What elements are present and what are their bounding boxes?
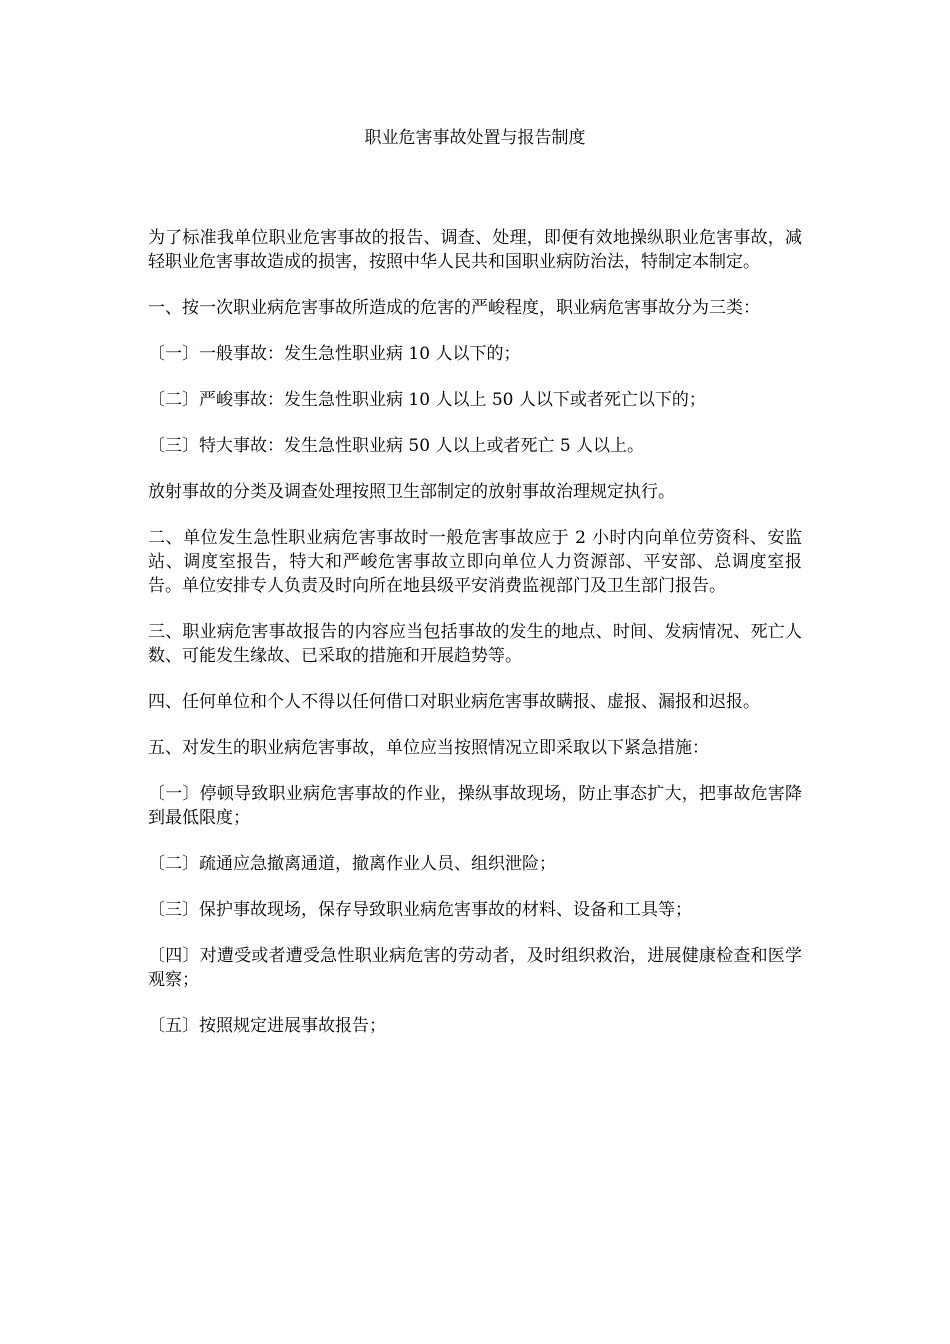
paragraph-radiation-note: 放射事故的分类及调查处理按照卫生部制定的放射事故治理规定执行。 [148,482,675,502]
paragraph-item-5-5: 〔五〕按照规定进展事故报告； [148,1016,386,1036]
document-body [148,226,802,1060]
paragraph-section-3: 三、职业病危害事故报告的内容应当包括事故的发生的地点、时间、发病情况、死亡人数、可能发生缘故、已采取的措施和开展趋势等。 [148,622,802,666]
paragraph-item-5-1: 〔一〕停顿导致职业病危害事故的作业，操纵事故现场，防止事态扩大，把事故危害降到最低限度； [148,784,802,828]
paragraph-section-5: 五、对发生的职业病危害事故，单位应当按照情况立即采取以下紧急措施： [148,738,709,758]
document-title: 职业危害事故处置与报告制度 [364,128,586,148]
paragraph-section-2: 二、单位发生急性职业病危害事故时一般危害事故应于 2 小时内向单位劳资科、安监站、调度室报告，特大和严峻危害事故立即向单位人力资源部、平安部、总调度室报告。单位安排专人负责及时向所在地县级平安消费监视部门及卫生部门报告。 [148,528,802,596]
paragraph-item-5-4: 〔四〕对遭受或者遭受急性职业病危害的劳动者，及时组织救治，进展健康检查和医学观察； [148,946,802,990]
paragraph-item-5-2: 〔二〕疏通应急撤离通道，撤离作业人员、组织泄险； [148,854,556,874]
paragraph-item-5-3: 〔三〕保护事故现场，保存导致职业病危害事故的材料、设备和工具等； [148,900,692,920]
paragraph-intro: 为了标准我单位职业危害事故的报告、调查、处理，即便有效地操纵职业危害事故，减轻职业危害事故造成的损害，按照中华人民共和国职业病防治法，特制定本制定。 [148,228,802,272]
paragraph-item-1-3: 〔三〕特大事故：发生急性职业病 50 人以上或者死亡 5 人以上。 [148,436,645,456]
paragraph-item-1-1: 〔一〕一般事故：发生急性职业病 10 人以下的； [148,344,521,364]
paragraph-section-4: 四、任何单位和个人不得以任何借口对职业病危害事故瞒报、虚报、漏报和迟报。 [148,692,760,712]
paragraph-section-1: 一、按一次职业病危害事故所造成的危害的严峻程度，职业病危害事故分为三类： [148,298,760,318]
paragraph-item-1-2: 〔二〕严峻事故：发生急性职业病 10 人以上 50 人以下或者死亡以下的； [148,390,706,410]
